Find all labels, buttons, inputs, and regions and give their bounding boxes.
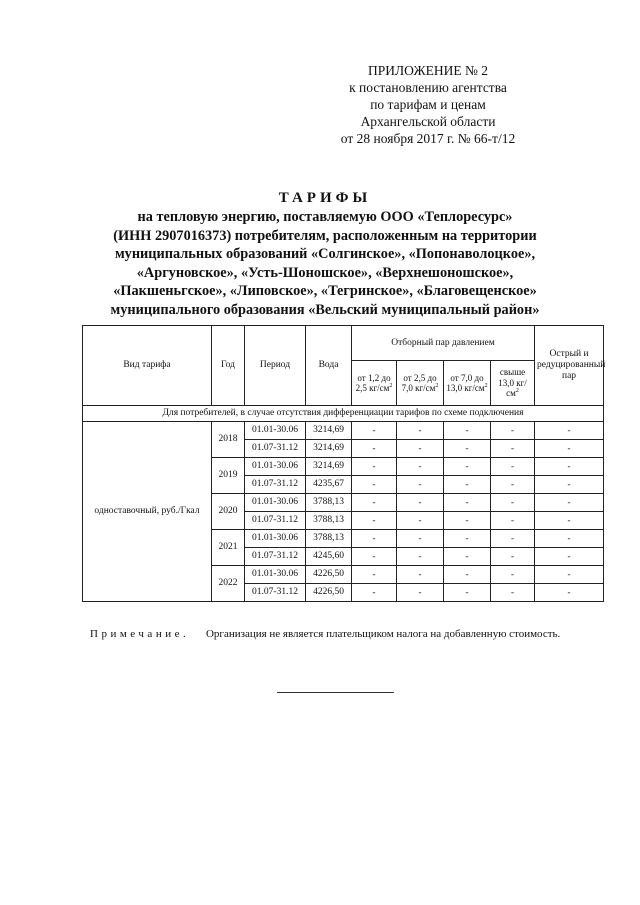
footnote xyxy=(90,628,560,640)
period-cell: 01.07-31.12 xyxy=(245,512,306,530)
empty-value-cell: - xyxy=(535,494,604,512)
water-cell: 4226,50 xyxy=(306,584,352,602)
empty-value-cell: - xyxy=(535,458,604,476)
empty-value-cell: - xyxy=(397,494,444,512)
period-cell: 01.07-31.12 xyxy=(245,584,306,602)
empty-value-cell: - xyxy=(491,530,535,548)
tariff-type-cell: одноставочный, руб./Гкал xyxy=(83,422,212,602)
period-cell: 01.07-31.12 xyxy=(245,476,306,494)
water-cell: 3788,13 xyxy=(306,530,352,548)
period-cell: 01.01-30.06 xyxy=(245,494,306,512)
header-steam-group: Отборный пар давлением xyxy=(352,326,535,361)
title-line: на тепловую энергию, поставляемую ООО «Теплоресурс» xyxy=(137,209,513,225)
appendix-line: к постановлению агентства xyxy=(349,80,507,95)
title-line: муниципальных образований «Солгинское», «Попонаволоцкое», xyxy=(114,246,536,262)
water-cell: 4245,60 xyxy=(306,548,352,566)
empty-value-cell: - xyxy=(491,494,535,512)
empty-value-cell: - xyxy=(535,548,604,566)
water-cell: 3214,69 xyxy=(306,440,352,458)
water-cell: 4226,50 xyxy=(306,566,352,584)
empty-value-cell: - xyxy=(397,422,444,440)
title-line: (ИНН 2907016373) потребителям, расположенным на территории xyxy=(113,227,537,244)
appendix-line: по тарифам и ценам xyxy=(370,97,486,112)
period-cell: 01.01-30.06 xyxy=(245,458,306,476)
empty-value-cell: - xyxy=(444,458,491,476)
empty-value-cell: - xyxy=(535,530,604,548)
empty-value-cell: - xyxy=(535,584,604,602)
water-cell: 3214,69 xyxy=(306,458,352,476)
empty-value-cell: - xyxy=(491,476,535,494)
year-cell: 2018 xyxy=(212,422,245,458)
water-cell: 3788,13 xyxy=(306,494,352,512)
header-tariff-type: Вид тарифа xyxy=(83,326,212,406)
section-note: Для потребителей, в случае отсутствия дифференциации тарифов по схеме подключения xyxy=(83,406,604,422)
period-cell: 01.01-30.06 xyxy=(245,566,306,584)
empty-value-cell: - xyxy=(444,476,491,494)
header-water: Вода xyxy=(306,326,352,406)
empty-value-cell: - xyxy=(397,566,444,584)
title-subtitle xyxy=(90,208,560,319)
empty-value-cell: - xyxy=(352,458,397,476)
empty-value-cell: - xyxy=(352,530,397,548)
period-cell: 01.01-30.06 xyxy=(245,422,306,440)
empty-value-cell: - xyxy=(352,422,397,440)
empty-value-cell: - xyxy=(491,566,535,584)
tariffs-table xyxy=(82,325,604,602)
year-cell: 2019 xyxy=(212,458,245,494)
empty-value-cell: - xyxy=(491,458,535,476)
empty-value-cell: - xyxy=(352,584,397,602)
empty-value-cell: - xyxy=(444,512,491,530)
empty-value-cell: - xyxy=(397,440,444,458)
divider-line xyxy=(277,692,394,693)
title-line: «Пакшеньгское», «Липовское», «Тегринское», «Благовещенское» xyxy=(113,283,537,299)
empty-value-cell: - xyxy=(444,584,491,602)
empty-value-cell: - xyxy=(491,422,535,440)
year-cell: 2020 xyxy=(212,494,245,530)
water-cell: 3214,69 xyxy=(306,422,352,440)
empty-value-cell: - xyxy=(352,440,397,458)
empty-value-cell: - xyxy=(397,548,444,566)
footnote-text: Организация не является плательщиком налога на добавленную стоимость. xyxy=(205,628,561,640)
title-line: «Аргуновское», «Усть-Шоношское», «Верхнешоношское», xyxy=(136,264,514,281)
empty-value-cell: - xyxy=(491,548,535,566)
empty-value-cell: - xyxy=(352,548,397,566)
empty-value-cell: - xyxy=(352,566,397,584)
water-cell: 3788,13 xyxy=(306,512,352,530)
table-row xyxy=(83,422,604,440)
empty-value-cell: - xyxy=(535,440,604,458)
water-cell: 4235,67 xyxy=(306,476,352,494)
title-line: муниципального образования «Вельский муниципальный район» xyxy=(110,301,540,318)
empty-value-cell: - xyxy=(444,494,491,512)
year-cell: 2022 xyxy=(212,566,245,602)
appendix-line: от 28 ноября 2017 г. № 66-т/12 xyxy=(340,131,516,146)
header-sharp-steam: Острый и редуцированный пар xyxy=(535,326,604,406)
empty-value-cell: - xyxy=(352,494,397,512)
period-cell: 01.07-31.12 xyxy=(245,440,306,458)
period-cell: 01.01-30.06 xyxy=(245,530,306,548)
header-period: Период xyxy=(245,326,306,406)
empty-value-cell: - xyxy=(444,422,491,440)
header-steam-2: от 2,5 до 7,0 $кг/см^2$ xyxy=(397,361,444,406)
empty-value-cell: - xyxy=(491,512,535,530)
header-steam-3: от 7,0 до 13,0 $кг/см^2$ xyxy=(444,361,491,406)
empty-value-cell: - xyxy=(397,584,444,602)
empty-value-cell: - xyxy=(444,566,491,584)
empty-value-cell: - xyxy=(535,566,604,584)
header-steam-4: свыше 13,0 $кг/см^2$ xyxy=(491,361,535,406)
header-year: Год xyxy=(212,326,245,406)
empty-value-cell: - xyxy=(397,476,444,494)
period-cell: 01.07-31.12 xyxy=(245,548,306,566)
empty-value-cell: - xyxy=(397,458,444,476)
empty-value-cell: - xyxy=(444,530,491,548)
empty-value-cell: - xyxy=(535,422,604,440)
appendix-title: ПРИЛОЖЕНИЕ № 2 xyxy=(367,63,489,78)
year-cell: 2021 xyxy=(212,530,245,566)
empty-value-cell: - xyxy=(352,512,397,530)
empty-value-cell: - xyxy=(491,584,535,602)
empty-value-cell: - xyxy=(535,512,604,530)
document-title xyxy=(90,188,560,319)
title-main: ТАРИФЫ xyxy=(278,190,372,206)
header-steam-1: от 1,2 до 2,5 $кг/см^2$ xyxy=(352,361,397,406)
empty-value-cell: - xyxy=(397,530,444,548)
empty-value-cell: - xyxy=(352,476,397,494)
footnote-label: Примечание. xyxy=(90,628,190,640)
empty-value-cell: - xyxy=(444,440,491,458)
empty-value-cell: - xyxy=(491,440,535,458)
empty-value-cell: - xyxy=(444,548,491,566)
appendix-line: Архангельской области xyxy=(360,114,496,129)
appendix-header xyxy=(298,62,558,147)
empty-value-cell: - xyxy=(397,512,444,530)
empty-value-cell: - xyxy=(535,476,604,494)
